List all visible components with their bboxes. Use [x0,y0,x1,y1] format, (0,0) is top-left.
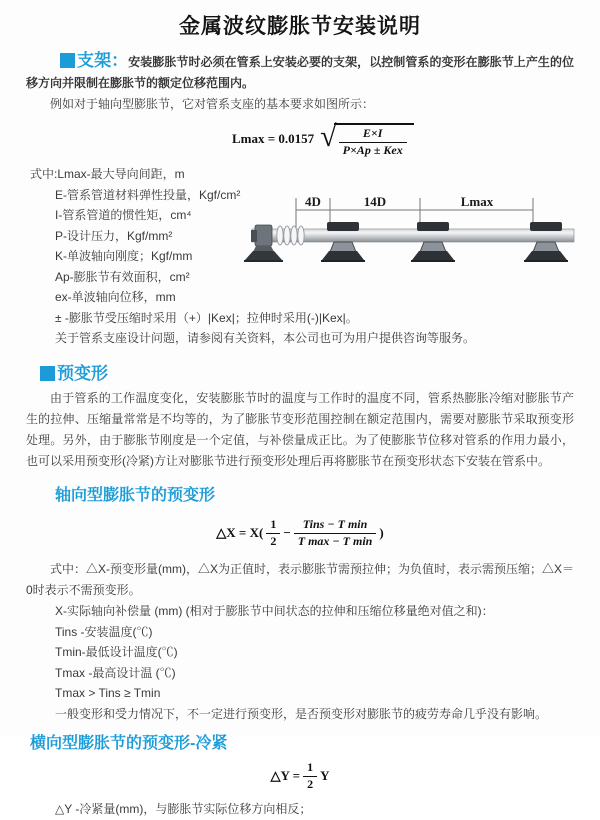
page-title: 金属波纹膨胀节安装说明 [179,15,421,38]
predeform-section-header [14,359,600,384]
axial-subheading: 轴向型膨胀节的预变形 [55,487,216,504]
fraction-denominator: 2 [270,533,277,548]
lateral-subheading: 横向型膨胀节的预变形-冷紧 [30,735,228,752]
legend-item: ± -膨胀节受压缩时采用（+）|Kex|；拉伸时采用(-)|Kex|。 [55,310,358,325]
dim-label-lmax: Lmax [460,194,494,209]
axial-variable-list [0,601,600,724]
section-square-icon [60,53,75,68]
predeform-section-heading: 预变形 [57,364,108,383]
axial-formula [0,513,600,553]
legend-item: Ap-膨胀节有效面积，cm² [55,269,190,284]
support-section-heading: 支架： [77,51,129,70]
variable-item: Tmin-最低设计温度(℃) [55,645,178,659]
temperature-fraction [294,518,377,549]
fraction-denominator: 2 [307,776,314,791]
half-fraction [266,518,280,549]
legend-item: P-设计压力，Kgf/mm² [55,228,173,243]
fraction-numerator: 1 [266,518,280,534]
lmax-formula [232,120,600,158]
support-note: 关于管系支座设计问题，请参阅有关资料，本公司也可为用户提供咨询等服务。 [55,331,476,345]
axial-formula-desc: 式中：△X-预变形量(mm)，△X为正值时，表示膨胀节需预拉伸；为负值时，表示需预压缩；△X＝0时表示不需预变形。 [26,562,574,597]
dim-label-14d: 14D [363,194,387,209]
support-example-line: 例如对于轴向型膨胀节，它对管系支座的基本要求如图所示： [50,97,375,111]
support-intro-paragraph [26,50,574,94]
lmax-fraction-numerator: E×I [339,127,407,143]
lmax-fraction-denominator: P×Ap ± Kex [342,143,403,157]
lmax-formula-lhs: Lmax = 0.0157 [232,131,315,146]
legend-item: I-管系管道的惯性矩，cm⁴ [55,208,192,222]
axial-note: 一般变形和受力情况下，不一定进行预变形，是否预变形对膨胀节的疲劳寿命几乎没有影响。 [55,706,548,721]
pipe-support-diagram [240,190,596,286]
variable-item: Tmax -最高设计温 (℃) [55,665,176,680]
lateral-formula-rhs: Y [320,768,330,783]
sqrt-content [334,123,414,158]
minus-sign: − [283,525,291,540]
support-intro-text: 安装膨胀节时必须在管系上安装必要的支架，以控制管系的变形在膨胀节上产生的位移方向并限制在膨胀节的额定位移范围内。 [26,55,574,90]
fraction-denominator: T max − T min [297,533,373,548]
variable-item: Tins -安装温度(℃) [55,624,153,639]
variable-item: Tmax > Tins ≥ Tmin [55,686,161,700]
axial-formula-rhs: ) [379,525,384,540]
legend-item: K-单波轴向刚度；Kgf/mm [55,249,193,263]
fraction-numerator: 1 [303,761,317,777]
legend-item: ex-单波轴向位移，mm [55,290,176,304]
sqrt-radical-icon: √ [320,120,337,153]
lateral-formula [0,759,600,793]
half-fraction [303,761,317,792]
fraction-numerator: Tins − T min [294,518,377,534]
lmax-fraction [339,127,407,158]
dim-label-4d: 4D [305,194,321,209]
section-square-icon [40,366,55,381]
axial-formula-lhs: △X = X( [216,525,264,540]
legend-item: 式中:Lmax-最大导向间距，m [30,167,185,181]
lateral-formula-lhs: △Y = [270,768,301,783]
variable-item: X-实际轴向补偿量 (mm) (相对于膨胀节中间状态的拉伸和压缩位移量绝对值之和)： [55,604,494,618]
legend-item: E-管系管道材料弹性投量，Kgf/cm² [55,187,241,202]
predeform-paragraph: 由于管系的工作温度变化，安装膨胀节时的温度与工作时的温度不同，管系热膨胀冷缩对膨胀节产生的拉伸、压缩量常常是不均等的，为了膨胀节变形范围控制在额定范围内，需要对膨胀节采取预变形处理。另外，由于膨胀节刚度是一个定值，与补偿量成正比。为了使膨胀节位移对管系的作用力最小，也可以采用预变形(冷紧)方让对膨胀节进行预变形处理后再将膨胀节在预变形状态下安装在管系中。 [26,391,574,468]
lateral-desc: △Y -冷紧量(mm)，与膨胀节实际位移方向相反； [55,802,312,816]
